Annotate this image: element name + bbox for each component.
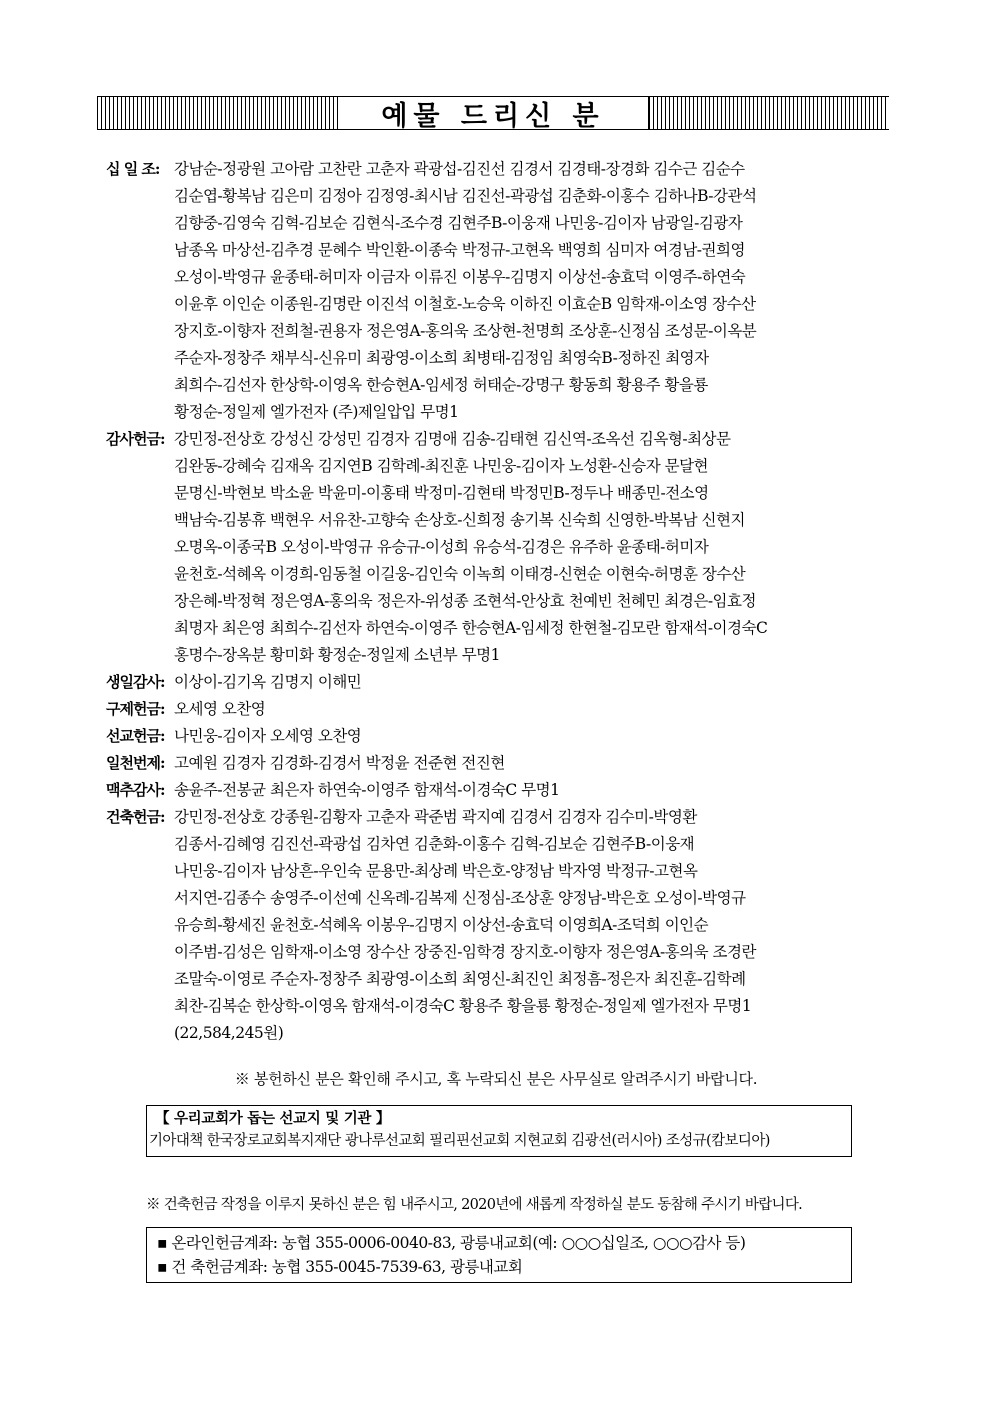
name-line: 이주범-김성은 임학재-이소영 장수산 장중진-임학경 장지호-이향자 정은영A-홍의욱 조경란: [174, 943, 756, 961]
name-line: 고예원 김경자 김경화-김경서 박정윤 전준현 전진현: [174, 754, 505, 772]
offering-list: [106, 156, 906, 1047]
section-thanksgiving: [106, 426, 906, 669]
account-box: [146, 1227, 852, 1283]
section-label: 생일감사:: [106, 673, 165, 691]
name-line: 오성이-박영규 윤종태-허미자 이금자 이류진 이봉우-김명지 이상선-송효덕 이영주-하연숙: [174, 268, 746, 286]
name-line: 최희수-김선자 한상학-이영옥 한승현A-임세정 허태순-강명구 황동희 황용주 황을룡: [174, 376, 708, 394]
name-line: 오명옥-이종국B 오성이-박영규 유승규-이성희 유승석-김경은 유주하 윤종태-허미자: [174, 538, 709, 556]
building-pledge-notice: ※ 건축헌금 작정을 이루지 못하신 분은 힘 내주시고, 2020년에 새롭게 작정하실 분도 동참해 주시기 바랍니다.: [146, 1197, 803, 1213]
name-line: 송윤주-전봉균 최은자 하연숙-이영주 함재석-이경숙C 무명1: [174, 781, 560, 799]
section-label: 선교헌금:: [106, 727, 165, 745]
section-label: 감사헌금:: [106, 430, 165, 448]
title-hatch-right: [649, 96, 889, 130]
name-line: 강민정-전상호 강성신 강성민 김경자 김명애 김송-김태현 김신역-조옥선 김옥형-최상문: [174, 430, 731, 448]
name-line: 서지연-김종수 송영주-이선예 신옥례-김복제 신정심-조상훈 양정남-박은호 오성이-박영규: [174, 889, 746, 907]
name-line: 최찬-김복순 한상학-이영옥 함재석-이경숙C 황용주 황을룡 황정순-정일제 엘가전자 무명1: [174, 997, 752, 1015]
building-offering-account: ▪ 건 축헌금계좌: 농협 355-0045-7539-63, 광릉내교회: [157, 1258, 523, 1276]
name-line: 이상이-김기옥 김명지 이해민: [174, 673, 362, 691]
name-line: 강남순-정광원 고아람 고찬란 고춘자 곽광섭-김진선 김경서 김경태-장경화 김수근 김순수: [174, 160, 745, 178]
section-relief: [106, 696, 906, 723]
section-label: 맥추감사:: [106, 781, 165, 799]
title-bar: [97, 96, 889, 130]
name-line: 김종서-김혜영 김진선-곽광섭 김차연 김춘화-이홍수 김혁-김보순 김현주B-이웅재: [174, 835, 695, 853]
name-line: 나민웅-김이자 오세영 오찬영: [174, 727, 362, 745]
name-line: 나민웅-김이자 남상흔-우인숙 문용만-최상례 박은호-양정남 박자영 박정규-고현옥: [174, 862, 698, 880]
name-line: 백남숙-김봉휴 백현우 서유찬-고향숙 손상호-신희정 송기복 신숙희 신영한-박복남 신현지: [174, 511, 745, 529]
name-line: 김향중-김영숙 김혁-김보순 김현식-조수경 김현주B-이웅재 나민웅-김이자 남광일-김광자: [174, 214, 743, 232]
name-line: 최명자 최은영 최희수-김선자 하연숙-이영주 한승현A-임세정 한현철-김모란 함재석-이경숙C: [174, 619, 768, 637]
mission-box-list: 기아대책 한국장로교회복지재단 광나루선교회 필리핀선교회 지현교회 김광선(러시아) 조성규(캄보디아): [149, 1133, 770, 1149]
section-label: 일천번제:: [106, 754, 165, 772]
name-line: 장지호-이향자 전희철-권용자 정은영A-홍의욱 조상현-천명희 조상훈-신정심 조성문-이옥분: [174, 322, 757, 340]
name-line: 유승희-황세진 윤천호-석혜옥 이봉우-김명지 이상선-송효덕 이영희A-조덕희 이인순: [174, 916, 709, 934]
section-birthday: [106, 669, 906, 696]
name-line: 황정순-정일제 엘가전자 (주)제일압입 무명1: [174, 403, 459, 421]
confirm-notice: ※ 봉헌하신 분은 확인해 주시고, 혹 누락되신 분은 사무실로 알려주시기 바랍니다.: [234, 1070, 758, 1088]
name-line: 조말숙-이영로 주순자-정창주 최광영-이소희 최영신-최진인 최정흠-정은자 최진훈-김학례: [174, 970, 746, 988]
name-line: 김완동-강혜숙 김재옥 김지연B 김학례-최진훈 나민웅-김이자 노성환-신승자 문달현: [174, 457, 709, 475]
title-hatch-left: [97, 96, 337, 130]
section-harvest: [106, 777, 906, 804]
mission-box-title: 【 우리교회가 돕는 선교지 및 기관 】: [155, 1110, 391, 1127]
name-line: 장은혜-박정혁 정은영A-홍의욱 정은자-위성종 조현석-안상효 천예빈 천혜민 최경은-임효정: [174, 592, 756, 610]
name-line: 강민정-전상호 강종원-김황자 고춘자 곽준범 곽지예 김경서 김경자 김수미-박영환: [174, 808, 697, 826]
section-label: 십 일 조:: [106, 160, 160, 178]
name-line: 홍명수-장옥분 황미화 황정순-정일제 소년부 무명1: [174, 646, 501, 664]
mission-support-box: [146, 1105, 852, 1157]
name-line: 문명신-박현보 박소윤 박윤미-이홍태 박정미-김현태 박정민B-정두나 배종민-전소영: [174, 484, 709, 502]
building-total: (22,584,245원): [174, 1024, 284, 1042]
name-line: 이윤후 이인순 이종원-김명란 이진석 이철호-노승욱 이하진 이효순B 임학재-이소영 장수산: [174, 295, 756, 313]
page-title: 예물 드리신 분: [337, 96, 649, 130]
section-label: 구제헌금:: [106, 700, 165, 718]
name-line: 윤천호-석혜옥 이경희-임동철 이길웅-김인숙 이녹희 이태경-신현순 이현숙-허명훈 장수산: [174, 565, 746, 583]
name-line: 김순엽-황복남 김은미 김정아 김정영-최시남 김진선-곽광섭 김춘화-이홍수 김하나B-강관석: [174, 187, 757, 205]
online-offering-account: ▪ 온라인헌금계좌: 농협 355-0006-0040-83, 광릉내교회(예: ○○○십일조, ○○○감사 등): [157, 1234, 746, 1252]
section-thousand-offering: [106, 750, 906, 777]
section-building: [106, 804, 906, 1047]
section-mission: [106, 723, 906, 750]
section-tithe: [106, 156, 906, 426]
name-line: 오세영 오찬영: [174, 700, 266, 718]
section-label: 건축헌금:: [106, 808, 165, 826]
name-line: 남종옥 마상선-김추경 문혜수 박인환-이종숙 박정규-고현옥 백영희 심미자 여경남-권희영: [174, 241, 745, 259]
name-line: 주순자-정창주 채부식-신유미 최광영-이소희 최병태-김정임 최영숙B-정하진 최영자: [174, 349, 709, 367]
